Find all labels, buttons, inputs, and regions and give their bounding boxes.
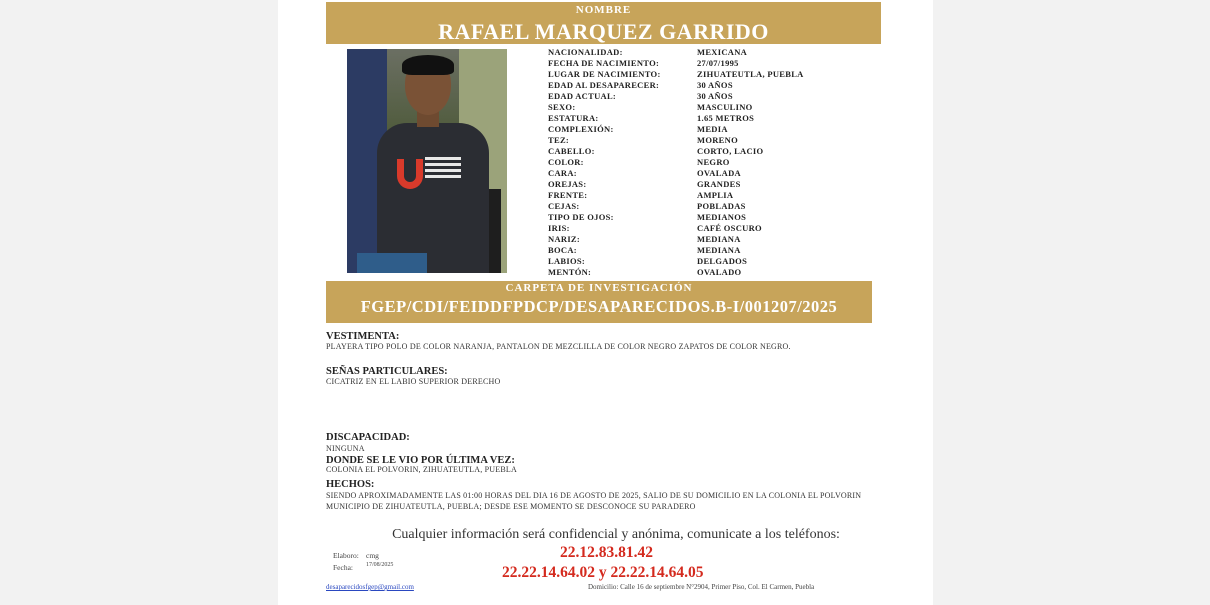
field-label: CABELLO: <box>548 146 595 156</box>
field-label: LABIOS: <box>548 256 586 266</box>
field-value: MEDIANOS <box>697 212 747 222</box>
field-value: OVALADA <box>697 168 741 178</box>
field-row <box>548 201 878 212</box>
field-row <box>548 80 878 91</box>
last-seen-heading: DONDE SE LE VIO POR ÚLTIMA VEZ: <box>326 455 515 466</box>
email-link[interactable]: desaparecidosfgep@gmail.com <box>326 583 414 591</box>
field-value: MEDIANA <box>697 245 741 255</box>
field-row <box>548 168 878 179</box>
phone-2: 22.22.14.64.02 y 22.22.14.64.05 <box>502 564 704 581</box>
field-label: NARIZ: <box>548 234 581 244</box>
fecha-value: 17/08/2025 <box>366 562 394 568</box>
field-row <box>548 113 878 124</box>
field-label: CEJAS: <box>548 201 580 211</box>
field-value: MEDIANA <box>697 234 741 244</box>
field-row <box>548 190 878 201</box>
field-label: CARA: <box>548 168 577 178</box>
field-label: EDAD ACTUAL: <box>548 91 617 101</box>
field-row <box>548 124 878 135</box>
phone-1: 22.12.83.81.42 <box>560 544 653 561</box>
field-label: OREJAS: <box>548 179 587 189</box>
description-fields <box>548 47 878 278</box>
field-label: COLOR: <box>548 157 584 167</box>
name-label: NOMBRE <box>575 4 632 16</box>
facts-heading: HECHOS: <box>326 479 375 490</box>
field-row <box>548 234 878 245</box>
clothing-text: PLAYERA TIPO POLO DE COLOR NARANJA, PANTALON DE MEZCLILLA DE COLOR NEGRO ZAPATOS DE COLOR NEGRO. <box>326 342 791 351</box>
field-row <box>548 245 878 256</box>
field-value: GRANDES <box>697 179 741 189</box>
field-label: FRENTE: <box>548 190 588 200</box>
field-value: POBLADAS <box>697 201 746 211</box>
facts-line-2: MUNICIPIO DE ZIHUATEUTLA, PUEBLA; DESDE ESE MOMENTO SE DESCONOCE SU PARADERO <box>326 502 696 511</box>
field-row <box>548 267 878 278</box>
person-photo <box>347 49 507 273</box>
field-label: FECHA DE NACIMIENTO: <box>548 58 660 68</box>
field-row <box>548 256 878 267</box>
confidential-notice: Cualquier información será confidencial y anónima, comunicate a los teléfonos: <box>392 527 840 542</box>
field-label: BOCA: <box>548 245 577 255</box>
fecha-label: Fecha: <box>333 563 353 572</box>
field-row <box>548 47 878 58</box>
field-value: 27/07/1995 <box>697 58 739 68</box>
field-label: ESTATURA: <box>548 113 599 123</box>
marks-text: CICATRIZ EN EL LABIO SUPERIOR DERECHO <box>326 377 501 386</box>
field-value: MORENO <box>697 135 738 145</box>
field-value: 1.65 METROS <box>697 113 755 123</box>
field-value: MEDIA <box>697 124 728 134</box>
field-row <box>548 58 878 69</box>
field-row <box>548 212 878 223</box>
case-file-number: FGEP/CDI/FEIDDFPDCP/DESAPARECIDOS.B-I/001207/2025 <box>360 297 838 316</box>
field-label: TIPO DE OJOS: <box>548 212 614 222</box>
elaboro-value: cmg <box>366 551 379 560</box>
person-name: RAFAEL MARQUEZ GARRIDO <box>438 19 769 44</box>
field-row <box>548 157 878 168</box>
name-header <box>326 2 881 44</box>
marks-heading: SEÑAS PARTICULARES: <box>326 366 448 377</box>
field-row <box>548 91 878 102</box>
field-label: EDAD AL DESAPARECER: <box>548 80 660 90</box>
field-value: NEGRO <box>697 157 730 167</box>
field-value: OVALADO <box>697 267 742 277</box>
elaboro-label: Elaboro: <box>333 551 359 560</box>
field-row <box>548 179 878 190</box>
field-label: NACIONALIDAD: <box>548 47 623 57</box>
field-value: MASCULINO <box>697 102 753 112</box>
shirt-logo-icon <box>397 159 423 189</box>
field-label: IRIS: <box>548 223 570 233</box>
field-row <box>548 135 878 146</box>
field-value: AMPLIA <box>697 190 734 200</box>
field-row <box>548 69 878 80</box>
field-label: LUGAR DE NACIMIENTO: <box>548 69 661 79</box>
field-value: MEXICANA <box>697 47 748 57</box>
field-label: COMPLEXIÓN: <box>548 124 614 134</box>
case-file-band <box>326 281 872 323</box>
field-row <box>548 102 878 113</box>
field-row <box>548 223 878 234</box>
field-value: 30 AÑOS <box>697 91 733 101</box>
office-address: Domicilio: Calle 16 de septiembre N°2904, Primer Piso, Col. El Carmen, Puebla <box>588 583 815 591</box>
field-value: ZIHUATEUTLA, PUEBLA <box>697 69 804 79</box>
field-value: 30 AÑOS <box>697 80 733 90</box>
disability-heading: DISCAPACIDAD: <box>326 432 410 443</box>
disability-text: NINGUNA <box>326 444 365 453</box>
field-value: CAFÉ OSCURO <box>697 223 762 233</box>
facts-line-1: SIENDO APROXIMADAMENTE LAS 01:00 HORAS DEL DIA 16 DE AGOSTO DE 2025, SALIO DE SU DOMICILIO EN LA COLONIA EL POLVORIN <box>326 491 862 500</box>
field-label: TEZ: <box>548 135 570 145</box>
field-label: MENTÓN: <box>548 267 592 277</box>
last-seen-text: COLONIA EL POLVORIN, ZIHUATEUTLA, PUEBLA <box>326 465 517 474</box>
field-row <box>548 146 878 157</box>
field-value: DELGADOS <box>697 256 748 266</box>
clothing-heading: VESTIMENTA: <box>326 331 400 342</box>
case-file-label: CARPETA DE INVESTIGACIÓN <box>505 282 693 294</box>
field-value: CORTO, LACIO <box>697 146 764 156</box>
field-label: SEXO: <box>548 102 576 112</box>
